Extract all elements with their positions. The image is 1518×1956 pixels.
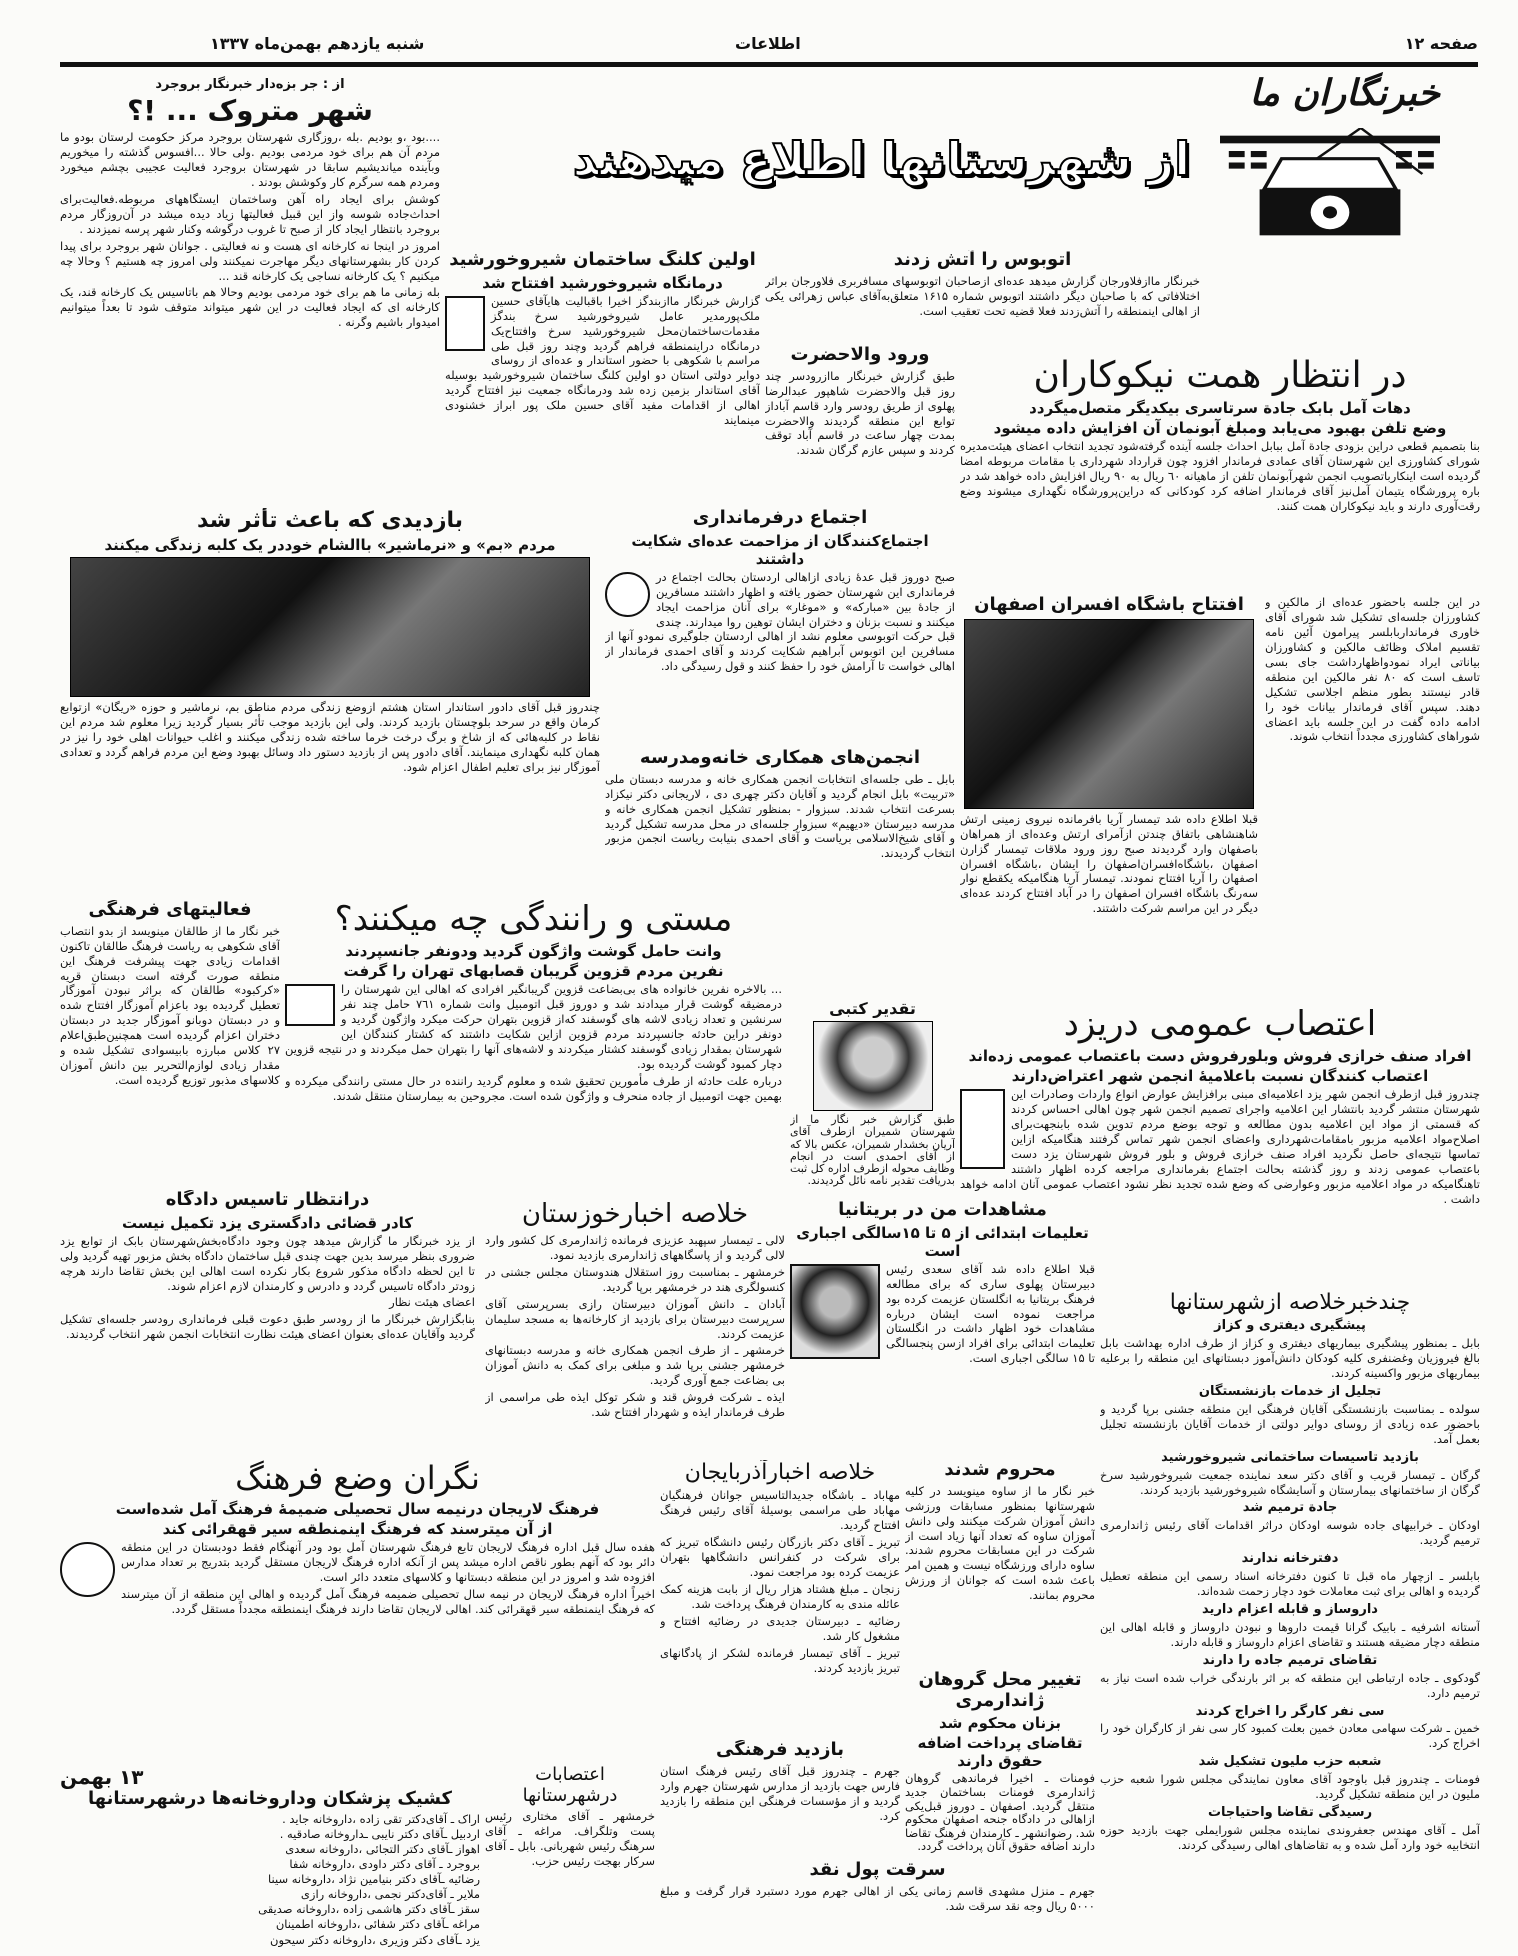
article-subheadline: از آن میترسند که فرهنگ اینمنطقه سیر قهقرائی کند: [162, 1519, 553, 1538]
article-subheadline: درمانگاه شیروخورشید افتتاح شد: [482, 273, 723, 292]
article-dadgah: [60, 1190, 475, 1455]
article-paragraph: طبق گزارش خبرنگار ماازرودسر چند روز قبل والاحضرت شاهپور عبدالرضا پهلوی از طریق رودسر وارد قاسم آباداز توابع این منطقه گردیدند والاحضرت بمدت چهار ساعت در قاسم آباد توقف کردند و سپس عازم گرگان شدند.: [765, 368, 955, 458]
article-serghat: [660, 1860, 1095, 1950]
article-paragraph: رضائیه ـآقای دکتر بنیامین نژاد ،داروخانه سینا: [268, 1872, 480, 1887]
section-title: سی نفر کارگر را اخراج کردند: [1195, 1703, 1385, 1719]
article-subheadline: کادر قضائی دادگستری یزد تکمیل نیست: [121, 1213, 414, 1232]
article-paragraph: چندروز قبل آقای دادور استاندار استان هشتم ازوضع زندگی مردم مناطق بم، نرماشیر و حوزه «ریگان» ازتوابع کرمان واقع در سرحد بلوچستان بازدید کردند. ولی این بازدید موجب تأثر بسیار گردید زیرا معلوم شد مردم این نقاط در کلبه‌هائی که از شاخ و برگ درخت خرما ساخته شده زندگی میکنند و اغلب حیوانات اهلی خود را نیز در همان کلبه نگهداری مینمایند. آقای دادور پس از بازدید دستور داد وسائل بهبود وضع این مردم فراهم گردد و تعدادی آموزگار نیز برای تعلیم اطفال اعزام شود.: [60, 700, 600, 775]
article-subheadline: افراد صنف خرازی فروش وبلورفروش دست باعتصاب عمومی زده‌اند: [968, 1047, 1472, 1066]
article-gendarmerie: [905, 1670, 1095, 1855]
page-number: صفحه ۱۲: [1404, 34, 1478, 53]
article-paragraph: مراغه ـآقای دکتر شفائی ،داروخانه اطمینان: [275, 1917, 480, 1932]
article-headline: کشیک پزشکان وداروخانه‌ها درشهرستانها: [88, 1788, 452, 1809]
article-paragraph: بروجرد ـ آقای دکتر داودی ،داروخانه شفا: [289, 1857, 480, 1872]
article-paragraph: لالی ـ تیمسار سپهبد عزیزی فرمانده ژاندارمری کل کشور وارد لالی گردید و از پاسگاههای ژاندارمری بازدید نمود.: [485, 1232, 785, 1262]
ardestan-emblem-icon: [605, 572, 650, 617]
article-paragraph: بنابگزارش خبرنگار ما از رودسر طبق دعوت قبلی فرمانداری رودسر جلسه‌ای تشکیل گردید وآقایان عده‌ای بعنوان اعضای هیئت نظارت انتخابات انجمن شهر انتخاب گردیدند.: [60, 1312, 475, 1342]
article-headline: محروم شدند: [944, 1460, 1056, 1480]
article-byline: از : جر بزه‌دار خبرنگار بروجرد: [155, 77, 345, 92]
article-headline: اعتصابات درشهرستانها: [522, 1765, 618, 1806]
article-headline: ورود والاحضرت: [790, 345, 930, 365]
article-paragraph: یزد ـآقای دکتر وزیری ،داروخانه دکتر سیحون: [270, 1932, 480, 1947]
culture-illustration-icon: [60, 1542, 115, 1597]
section-text: آستانه اشرفیه ـ بابیک گرانا قیمت داروها و نبودن داروساز و قابله اهالی این منطقه دچار مضیقه هستند و تقاضای اعزام داروساز و قابله دارند.: [1100, 1619, 1480, 1649]
section-text: بابلسر ـ ازچهار ماه قبل تا کنون دفترخانه اسناد رسمی این منطقه تعطیل گردیده و اهالی برای ثبت معاملات خود دچار زحمت شده‌اند.: [1100, 1569, 1480, 1599]
article-paragraph: ملایر ـ آقای‌دکتر نجمی ،داروخانه رازی: [300, 1887, 480, 1902]
newspaper-name: اطلاعات: [735, 34, 801, 53]
article-subheadline: بزنان محکوم شد: [938, 1714, 1062, 1733]
article-paragraph: طبق گزارش خبر نگار ما از شهرستان شمیران ازطرف آقای آریان بخشدار شمیران، عکس بالا که از آقای احمدی است در انجام وظایف محوله ازطرف اداره کل ثبت بدریافت تقدیر نامه نائل گردیدند.: [790, 1113, 955, 1187]
section-title: جادة ترمیم شد: [1242, 1500, 1338, 1516]
article-headline: اجتماع درفرمانداری: [692, 508, 868, 528]
article-bus: [765, 250, 1200, 342]
article-paragraph: آبادان ـ دانش آموزان دبیرستان رازی بسرپرستی آقای سرپرست دبیرستان برای بازدید از کارخانه‌ها به مسجد سلیمان عزیمت کردند.: [485, 1296, 785, 1341]
article-headline: سرقت پول نقد: [809, 1860, 946, 1880]
article-shir: [445, 250, 760, 505]
article-subheadline: وانت حامل گوشت واژگون گردید ودونفر جانسپردند: [345, 942, 722, 961]
banner-title: از شهرستانها اطلاع میدهند: [572, 132, 1190, 186]
article-headline: درانتظار تاسیس دادگاه: [165, 1190, 370, 1210]
article-masti: [285, 900, 782, 1195]
section-text: آمل ـ آقای مهندس جعفروندی نماینده مجلس شورایملی جهت بازدید حوزه انتخابیه خود وارد آمل شده و به تقاضاهای اهالی رسیدگی کردند.: [1100, 1822, 1480, 1852]
article-headline: چندخبرخلاصه ازشهرستانها: [1169, 1290, 1411, 1315]
section-title: بازدید تاسیسات ساختمانی شیروخورشید: [1161, 1449, 1419, 1465]
article-paragraph: تبریز ـ آقای تیمسار فرمانده لشکر از پادگانهای تبریز بازدید کردند.: [660, 1645, 900, 1675]
section-text: گرگان ـ تیمسار قریب و آقای دکتر سعد نماینده جمعیت شیروخورشید سرخ گرگان از ساختمانهای بیمارستان و آسایشگاه شیروخورشید بازدید کردند.: [1100, 1467, 1480, 1497]
article-paragraph: درباره علت حادثه از طرف مأمورین تحقیق شده و معلوم گردید راننده در حال مستی رانندگی میکرده و بهمین جهت اتومبیل از جاده منحرف و واژگون شده است. مجروحین به بیمارستان منتقل شدند.: [285, 1073, 782, 1103]
section-text: گودکوی ـ جاده ارتباطی این منطقه که بر اثر بارندگی خراب شده است نیاز به ترمیم دارد.: [1100, 1670, 1480, 1700]
article-paragraph: خرمشهر ـ از طرف انجمن همکاری خانه و مدرسه دبستانهای خرمشهر جشنی برپا شد و مبلغی برای کمک به دانش آموزان بی بضاعت جمع آوری گردید.: [485, 1343, 785, 1388]
section-title: رسیدگی تقاضا واحتیاجات: [1207, 1805, 1373, 1821]
article-subheadline: اجتماع‌کنندگان از مزاحمت عده‌ای شکایت داشتند: [631, 531, 929, 568]
article-paragraph: قبلا اطلاع داده شد آقای سعدی رئیس دبیرستان پهلوی ساری که برای مطالعه فرهنگ بریتانیا به انگلستان عزیمت کرده بود مراجعت نموده است ایشان درباره مشاهدات خود اظهار داشت در انگلستان تعلیمات ابتدائی برای افراد ازسن پنجسالگی تا ۱۵ سالگی اجباری است.: [886, 1261, 1095, 1366]
article-paragraph: تبریز ـ آقای دکتر بازرگان رئیس دانشگاه تبریز که برای شرکت در کنفرانس دانشگاهها بتهران عزیمت کرده بود مراجعت نمود.: [660, 1535, 900, 1579]
article-paragraph: زنجان ـ مبلغ هشتاد هزار ریال از بابت هزینه کمک عائله مندی به کارمندان فرهنگ پرداخت شد.: [660, 1581, 900, 1611]
article-paragraph: خبرنگار ماازفلاورجان گزارش میدهد عده‌ای ازصاحبان اتوبوسهای مسافربری فلاورجان براثر اختلافاتی که با صاحبان دیگر داشتند اتوبوس شماره ۱۶۱۵ متعلق‌به‌آقای عباس زهرائی یکی از اهالی اینمنطقه را آتش‌زدند فعلا قضیه تحت تعقیب است.: [765, 273, 1200, 318]
article-etesabat: [485, 1765, 655, 1950]
article-ejtema: [605, 508, 955, 743]
section-title: شعبه حزب ملیون تشکیل شد: [1198, 1754, 1382, 1770]
lion-and-sun-logo-icon: [445, 296, 485, 351]
article-paragraph: سقز ـآقای دکتر هاشمی زاده ،داروخانه صدیقی: [258, 1902, 480, 1917]
article-paragraph: خرمشهر ـ آقای مختاری رئیس پست وتلگراف. مراغه ـ آقای سرهنگ رئیس شهربانی. بابل ـ آقای سرکار بهجت رئیس حزب.: [485, 1809, 655, 1869]
section-title: داروساز و قابله اعزام دارید: [1202, 1602, 1378, 1617]
article-headline: فعالیتهای فرهنگی: [88, 900, 252, 920]
article-headline: انجمن‌های همکاری خانه‌ومدرسه: [639, 748, 921, 768]
article-headline: مشاهدات من در بریتانیا: [838, 1200, 1047, 1220]
article-paragraph: صبح دوروز قبل عدهٔ زیادی ازاهالی اردستان بحالت اجتماع در فرمانداری این شهرستان حضور یافته و اظهار داشتند مسافرین از جادهٔ بین «مبارکه» و «موغار» برای آنان مزاحمت ایجاد میکنند و نسبت بزنان و دختران ایشان توهین روا میدارند. چندی قبل حرکت اتوبوسی معلوم نشد از اهالی اردستان جلوگیری نمودو آنها از مسافرین این اتوبوس آبراهیم شکایت کردند و آقای احمدی فرماندار از اهالی خواست تا آرامش خود را حفظ کنند و قول رسیدگی داد.: [605, 569, 955, 674]
article-headline: اعتصاب عمومی دریزد: [1063, 1005, 1377, 1044]
article-taghdir: [790, 1000, 955, 1195]
article-paragraph: ... بالاخره نفرین خانواده های بی‌بضاعت قزوین گریبانگیر افرادی که اهالی این شهرستان را درمضیقه گوشت قرار میدادند شد و دوروز قبل اتومبیل وانت شماره ٧٦١ حامل چند نفر سرنشین و تعداد زیادی لاشه های گوسفند که‌از قزوین بتهران حرکت میکرد واژگون گردید و دونفر دراین حادثه جانسپردند مردم قزوین ازاین شکایت داشتند که کشتار کنندگان این شهرستان بمقدار زیادی گوسفند کشتار میکردند و لاشه‌های آنها را بتهران حمل میکردند و در نتیجه قزوین دچار کمبود گوشت گردیده بود.: [285, 982, 782, 1071]
article-headline: مستی و رانندگی چه میکنند؟: [334, 900, 733, 939]
section-title: تقاضای ترمیم جاده را دارند: [1202, 1652, 1378, 1668]
article-vorud: [765, 345, 955, 505]
article-paragraph: در این جلسه باحضور عده‌ای از مالکین و کشاورزان جلسه‌ای تشکیل شد شورای آقای خاوری فرمانداربابلسر پیرامون آئین نامه تقسیم املاک وظائف مالکین و کشاورزان بیاناتی ایراد نمودواظهارداشت جای بسی تاسف است که ۸۰ نفر مالکین این منطقه قادر نیستند بطور منظم اجلاسی تشکیل دهند. سپس آقای فرماندار بیانات خود را ادامه داده گفت در این جلسه باید اعضای شوراهای کشاورزی مجدداً انتخاب شوند.: [1265, 595, 1480, 744]
article-paragraph: قبلا اطلاع داده شد تیمسار آریا بافرمانده نیروی زمینی ارتش شاهنشاهی باتفاق چندتن ازآمرای ارتش وعده‌ای از همراهان باصفهان وارد گردیدند صبح روز ورود ملاقات تیمسار گزارن اصفهان ،باشگاه‌افسران‌اصفهان را ایشان ،باشگاه افسران اصفهان را آریا افتتاح نمودند. تیمسار آریا هنگامیکه یکقطع نوار سه‌رنگ باشگاه افسران اصفهان را در آباد افتتاح کردند عده‌ای دیگر در این مراسم شرکت داشتند.: [960, 811, 1258, 916]
article-bazdid: [660, 1740, 900, 1855]
article-paragraph: اهواز ـآقای دکتر التجائی ،داروخانه سعدی: [285, 1841, 480, 1856]
section-text: اودکان ـ خرابیهای جاده شوسه اودکان دراثر اقدامات آقای رئیس ژاندارمری ترمیم گردید.: [1100, 1518, 1480, 1548]
article-afsaran: [960, 595, 1258, 1000]
article-paragraph: اخیراً اداره فرهنگ لاریجان در نیمه سال تحصیلی ضمیمه فرهنگ آمل گردیده و اهالی این منطقه از آن میترسند که فرهنگ اینمنطقه سیر قهقرائی کند. اهالی لاریجان تقاضا دارند فرهنگ اینمنطقه مجدداً مستقل گردد.: [121, 1586, 655, 1616]
article-headline: افتتاح باشگاه افسران اصفهان: [974, 595, 1244, 615]
article-subheadline: نفرین مردم قزوین گریبان قصابهای تهران را گرفت: [343, 962, 724, 981]
section-text: سولده ـ بمناسبت بازنشستگی آقایان فرهنگی این منطقه جشنی برپا گردید و باحضور عده زیادی از روسای دوایر دولتی از خدمات آقایان بازنشسته تجلیل بعمل آمد.: [1100, 1401, 1480, 1446]
article-paragraph: ....بود ،و بودیم .بله ،روزگاری شهرستان بروجرد مرکز حکومت لرستان بودو ما مردم آن هم برای خود مردمی بودیم .ولی حالا ...افسوس گذشته را میخوریم وبآینده میاندیشیم سابقا در شهرستان بروجرد فعالیت عجیبی بچشم میخورد ومردم همه سرگرم کار وکوشش بودند .: [60, 130, 440, 189]
article-subheadline: فرهنگ لاریجان درنیمه سال تحصیلی ضمیمهٔ فرهنگ آمل شده‌است: [115, 1499, 600, 1518]
article-headline: در انتظار همت نیکوکاران: [1033, 355, 1407, 396]
article-paragraph: هفده سال قبل اداره فرهنگ لاریجان تابع فرهنگ شهرستان آمل بود ودر آنهنگام فقط دودبستان در این منطقه دائر بود که آنهم بطور ناقص اداره میشد پس از آنکه اداره فرهنگ لاریجان مستقل گردید بتدریج بر تعداد مدارس افزوده شد و امروز در این منطقه دبستانها و کلاسهای متعدد دائر است.: [121, 1539, 655, 1584]
article-paragraph: خبر نگار ما از ساوه مینویسد در کلیه شهرستانها بمنظور مسابقات ورزشی دانش آموزان شرکت میکنند ولی دانش آموزان ساوه که تعداد آنها زیاد است از شرکت در این مسابقات محروم شدند. ساوه دارای ورزشگاه نیست و همین امر باعث شده است که جوانان از ورزش محروم بمانند.: [905, 1483, 1095, 1603]
qazvin-illustration-icon: [285, 984, 335, 1026]
telephone-illustration-icon: [1220, 128, 1440, 243]
article-paragraph: فومنات ـ اخیرا فرماندهی گروهان ژاندارمری فومنات بساختمان جدید منتقل گردید. اصفهان ـ دوروز قبل‌یکی ازاهالی در دادگاه جنحه اصفهان محکوم شد. رضوانشهر ـ کارمندان فرهنگ تقاضا دارند اضافه حقوق آنان پرداخت گردد.: [905, 1771, 1095, 1854]
officers-club-photo: [964, 619, 1254, 809]
article-headline: تقدیر کتبی: [829, 1000, 916, 1018]
article-azarbayjan: [660, 1460, 900, 1735]
article-farhangi: [60, 900, 280, 1185]
article-britania: [790, 1200, 1095, 1455]
article-paragraph: مهاباد ـ باشگاه جدیدالتاسیس جوانان فرهنگیان مهاباد طی مراسمی بوسیلهٔ آقای رئیس فرهنگ افتتاح گردید.: [660, 1488, 900, 1533]
section-title: تجلیل از خدمات بازنشستگان: [1198, 1384, 1382, 1399]
article-matruk: [60, 74, 440, 502]
article-bam: [60, 508, 600, 893]
article-headline: شهر متروک ... !؟: [127, 93, 373, 127]
speaker-photo: [790, 1264, 880, 1359]
article-paragraph: جهرم ـ چندروز قبل آقای رئیس فرهنگ استان فارس جهت بازدید از مدارس شهرستان جهرم وارد گردید و از مؤسسات فرهنگی این منطقه را بازدید کرد.: [660, 1763, 900, 1823]
article-headline: اولین کلنگ ساختمان شیروخورشید: [449, 250, 756, 270]
section-title: پیشگیری دیفتری و کزاز: [1214, 1318, 1366, 1334]
section-text: فومنات ـ چندروز قبل باوجود آقای معاون نمایندگی مجلس شورا شعبه حزب ملیون در این منطقه تشکیل گردید.: [1100, 1772, 1480, 1802]
article-paragraph: رضائیه ـ دبیرستان جدیدی در رضائیه افتتاح و مشغول کار شد.: [660, 1613, 900, 1643]
bam-village-photo: [70, 557, 590, 697]
article-niku-continued: [1265, 595, 1480, 1000]
portrait-photo: [813, 1021, 933, 1111]
article-paragraph: اعضای هیئت نظار: [389, 1295, 475, 1310]
section-banner: [490, 72, 1480, 246]
duty-date: ۱۳ بهمن: [60, 1765, 144, 1789]
article-paragraph: خرمشهر ـ بمناسبت روز استقلال هندوستان مجلس جشنی در کنسولگری هند در خرمشهر برپا گردید.: [485, 1264, 785, 1294]
yazd-minaret-icon: [960, 1089, 1005, 1169]
article-paragraph: اردبیل ـآقای دکتر نایبی ـداروخانه صادقیه .: [279, 1826, 480, 1841]
article-paragraph: بابل ـ طی جلسه‌ای انتخابات انجمن همکاری خانه و مدرسه دبستان ملی «تربیت» بابل انجام گردید و آقایان دکتر چهری دی ، لاریجانی دکتر نیکزاد بسرعت انتخاب شدند. سبزوار - بمنظور تشکیل انجمن همکاری خانه و مدرسه دبیرستان «دیهیم» سبزوار جلسه‌ای در محل مدرسه تشکیل گردید و آقای شیخ‌الاسلامی بریاست و آقای احمدی بنیابت ریاست انجمن مزبور انتخاب گردیدند.: [605, 771, 955, 861]
article-paragraph: چندروز قبل ازطرف انجمن شهر یزد اعلامیه‌ای مبنی برافزایش عوارض انواع واردات وصادرات این شهرستان منتشر گردید بانتشار این اعلامیه واجرای تصمیم انجمن شهر چون اهالی احساس کردند که قسمتی از مواد این اعلامیه بدون مطالعه و توجه بوضع مردم تدوین شده بابنجهت‌برای اصلاح‌مواد اعلامیه مزبور بامقامات‌شهرداری واعضای انجمن شهر تماس گرفتند هنگامیکه ازاین تماسها نتیجه‌ای حاصل نگردید افراد صنف خرازی فروش و بلور فروش شهرستان یزد دست باعتصاب عمومی زدند و روز گذشته بحالت اجتماع بفرمانداری مراجعه کرده اظهار داشتند تاهنگامیکه در مواد اعلامیه مزبور وعوارضی که وضع شده تجدید نظر نشود اعتصاب عمومی آنان ادامه خواهد داشت .: [960, 1087, 1480, 1206]
article-headline: بازدید فرهنگی: [715, 1740, 845, 1760]
article-headline: خلاصه اخبارآذربایجان: [684, 1460, 876, 1485]
article-paragraph: کوشش برای ایجاد راه آهن وساختمان ایستگاههای مربوطه.فعالیت‌برای احداث‌جاده شوسه واز این قبیل فعالیتها زیاد دیده میشد در آن‌روزگار مردم بروجرد بانتظار ایجاد کار از صبح تا غروب درگوشه وکنار شهر پرسه نمیزدند .: [60, 191, 440, 236]
article-headline: تغییر محل گروهان ژاندارمری: [918, 1670, 1082, 1711]
article-headline: نگران وضع فرهنگ: [235, 1460, 480, 1497]
article-keshik: [60, 1765, 480, 1950]
section-text: خمین ـ شرکت سهامی معادن خمین بعلت کمبود کار سی نفر از کارگران خود را اخراج کرد.: [1100, 1721, 1480, 1751]
article-paragraph: ایذه ـ شرکت فروش قند و شکر توکل ایذه طی مراسمی از طرف فرماندار ایذه و شهردار افتتاح شد.: [485, 1390, 785, 1420]
article-subheadline: دهات آمل بابک جادة سرتاسری بیکدیگر متصل‌میگردد: [1029, 399, 1411, 418]
article-paragraph: از یزد خبرنگار ما گزارش میدهد چون وجود دادگاه‌بخش‌شهرستان بابک از توابع یزد ضروری بنظر میرسد بدین جهت چندی قبل ساختمان دادگاه بخش مزبور تهیه گردید ولی تا این لحظه دادگاه مذکور شروع بکار نکرده است اهالی این بخش تقاضا دارند هرچه زودتر دادگاه تاسیس گردد و دادرس و کارمندان لازم اعزام شوند.: [60, 1233, 475, 1293]
section-title: دفترخانه ندارند: [1241, 1551, 1339, 1567]
article-subheadline: وضع تلفن بهبود می‌یابد ومبلغ آبونمان آن افزایش داده میشود: [993, 419, 1447, 438]
article-paragraph: امروز در اینجا نه کارخانه ای هست و نه فعالیتی . جوانان شهر بروجرد برای پیدا کردن کار بشهرستانهای دیگر مهاجرت نمیکنند ولی امروز چه هستیم ؟ وحالا چه میکنیم ؟ یک کارخانه نساجی یک کارخانه قند ...: [60, 238, 440, 283]
article-paragraph: گزارش خبرنگار ماازبندگز اخیرا باقبالیت هایآقای حسین ملک‌پور‌مدیر عامل شیروخورشید سرخ بندگز مقدمات‌ساختمان‌محل شیروخورشید سرخ وافتتاح‌یک درمانگاه دراینمنطقه فراهم گردید وچند روز قبل طی مراسم با شکوهی با حضور استاندار و عده‌ای از روسای دوایر دولتی استان دو اولین کلنگ ساختمان شیروخورشید بوسیله آقای استاندار بزمین زده شد ودرمانگاه جمعیت نیز افتتاح گردید اهالی از اقدامات مفید آقای حسین ملک پور ابراز خشنودی مینمایند: [445, 293, 760, 428]
article-headline: خلاصه اخبارخوزستان: [521, 1200, 749, 1229]
article-headline: اتوبوس را آتش زدند: [893, 250, 1072, 270]
article-khuzestan: [485, 1200, 785, 1455]
section-text: بابل ـ بمنظور پیشگیری بیماریهای دیفتری و کزاز از طرف اداره بهداشت بابل بالغ فیروزیان وغضنفری کلیه کودکان دانش‌آموز دبستانهای این منطقه را برعلیه بیماریهای مزبور واکسینه کردند.: [1100, 1336, 1480, 1381]
article-subheadline: مردم «بم» و «نرماشیر» باالشام خوددر یک کلبه زندگی میکنند: [104, 536, 556, 555]
header-rule: [60, 62, 1478, 67]
article-paragraph: بله زمانی ما هم برای خود مردمی بودیم وحالا هم باتاسیس یک کارخانه قند، یک کارخانه ای که ایجاد فعالیت در این شهر میتواند متوقف شود تا بعداً میتوانیم امیدوار باشیم وگرنه .: [60, 285, 440, 330]
article-paragraph: اراک ـ آقای‌دکتر تقی زاده ،داروخانه جاید .: [282, 1811, 480, 1826]
article-subheadline: تعلیمات ابتدائی از ۵ تا ۱۵سالگی اجباری است: [796, 1223, 1089, 1260]
article-paragraph: خبر نگار ما از طالقان مینویسد از بدو انتصاب آقای شکوهی به ریاست فرهنگ طالقان تاکنون اقدامات زیادی جهت پیشرفت فرهنگ این منطقه صورت گرفته است دبستان قریه «کرکبود» طالقان که براثر نبودن آموزگار تعطیل گردیده بود باعزام آموزگار افتتاح شده و در دبستان دوبانو آموزگار جدید در دبستان دختران اعزام گردیده است همچنین‌طبق‌اعلام ۲۷ کلاس مبارزه بابیسوادی تشکیل شده و مقدار زیادی لوازم‌التحریر بین دانش آموزان کلاسهای مذبور توزیع گردیده است.: [60, 923, 280, 1088]
article-subheadline: اعتصاب کنندگان نسبت باعلامیهٔ انجمن شهر اعتراض‌دارند: [1011, 1067, 1429, 1086]
article-headline: بازدیدی که باعث تأثر شد: [196, 508, 464, 533]
banner-byline: خبرنگاران ما: [1249, 72, 1440, 114]
article-paragraph: جهرم ـ منزل مشهدی قاسم زمانی یکی از اهالی جهرم مورد دستبرد قرار گرفت و مبلغ ۵۰۰۰ ریال وجه نقد سرقت شد.: [660, 1883, 1095, 1913]
article-paragraph: بنا بتصمیم قطعی دراین بزودی جادة آمل ببابل احداث جلسه آینده گرفته‌شود تجدید انتخاب اعضای هیئت‌مدیره شورای کشاورزی این شهرستان آقای عمادی فرماندار افزود چون قرارداد شهرداری با مقامات مربوطه امضا گردیده است اینکارباتصویب انجمن شهرآبونمان تلفن از ماهیانه ٦٠ ریال به ٩٠ ریال افزایش داده خواهد شد در باره پرورشگاه یتیمان آمل‌نیز آقای فرماندار اضافه کرد کودکانی که دراین‌پرورشگاه نگهداری میشوند وضع رقت‌آوری دارند و باید نیکوکاران همت کنند.: [960, 439, 1480, 514]
article-mahrum: [905, 1460, 1095, 1665]
issue-date: شنبه یازدهم بهمن‌ماه ۱۳۳۷: [210, 34, 425, 53]
article-subheadline: تقاضای پرداخت اضافه حقوق دارند: [917, 1734, 1083, 1771]
article-chand: [1100, 1290, 1480, 1950]
article-negaran: [60, 1460, 655, 1760]
article-niku: [960, 355, 1480, 590]
